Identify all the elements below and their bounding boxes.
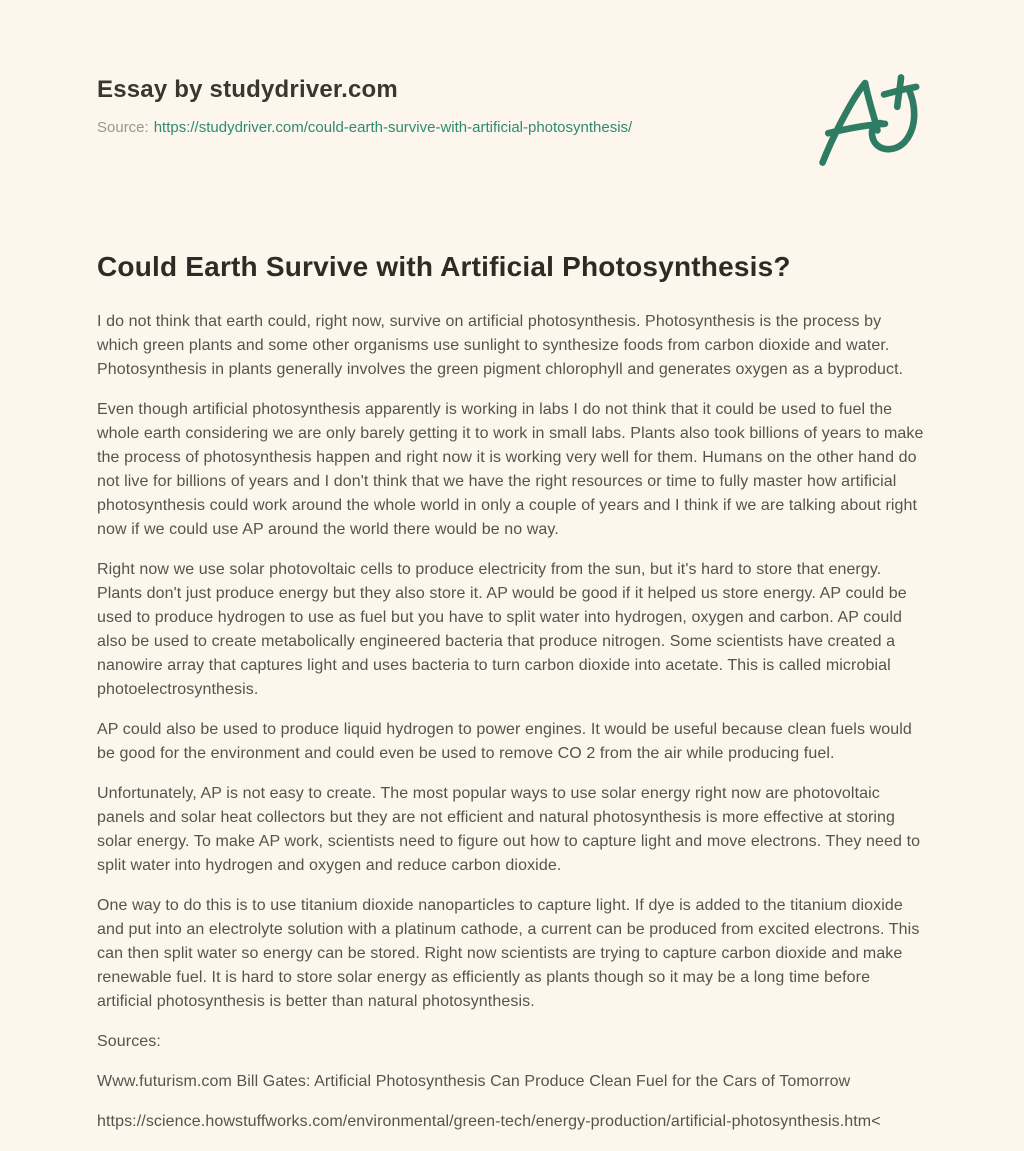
- essay-paragraph-4: AP could also be used to produce liquid hydrogen to power engines. It would be useful because clean fuels would be good for the environment and could even be used to remove CO 2 from the air while producing fuel.: [97, 721, 912, 762]
- essay-paragraph-6: One way to do this is to use titanium dioxide nanoparticles to capture light. If dye is added to the titanium dioxide and put into an electrolyte solution with a platinum cathode, a current can be produced from excited electrons. This can then split water so energy can be stored. Right now scientists are trying to capture carbon dioxide and make renewable fuel. It is hard to store solar energy as efficiently as plants though so it may be a long time before artificial photosynthesis is better than natural photosynthesis.: [97, 897, 920, 1010]
- essay-paragraph-1: I do not think that earth could, right now, survive on artificial photosynthesis. Photosynthesis is the process by which green plants and some other organisms use sunlight to synthesize foods from carbon dioxide and water. Photosynthesis in plants generally involves the green pigment chlorophyll and generates oxygen as a byproduct.: [97, 313, 904, 378]
- essay-paragraph-3: Right now we use solar photovoltaic cells to produce electricity from the sun, but it's hard to store that energy. Plants don't just produce energy but they also store it. AP would be good if it helped us store energy. AP could be used to produce hydrogen to use as fuel but you have to split water into hydrogen, oxygen and carbon. AP could also be used to create metabolically engineered bacteria that produce nitrogen. Some scientists have created a nanowire array that captures light and uses bacteria to turn carbon dioxide into acetate. This is called microbial photoelectrosynthesis.: [97, 561, 907, 698]
- page-header: [97, 76, 927, 168]
- a-plus-icon: [807, 68, 927, 172]
- essay-content: [97, 250, 927, 1134]
- source-line: [97, 119, 632, 137]
- studydriver-logo: [807, 68, 927, 172]
- source-label: Source:: [97, 119, 149, 136]
- essay-title: Could Earth Survive with Artificial Photosynthesis?: [97, 251, 791, 282]
- essay-paragraph-2: Even though artificial photosynthesis apparently is working in labs I do not think that it could be used to fuel the whole earth considering we are only barely getting it to work in small labs. Plants also took billions of years to make the process of photosynthesis happen and right now it is working very well for them. Humans on the other hand do not live for billions of years and I don't think that we have the right resources or time to fully master how artificial photosynthesis could work around the whole world in only a couple of years and I think if we are talking about right now if we could use AP around the world there would be no way.: [97, 401, 924, 538]
- essay-paragraph-5: Unfortunately, AP is not easy to create. The most popular ways to use solar energy right now are photovoltaic panels and solar heat collectors but they are not efficient and natural photosynthesis is more effective at storing solar energy. To make AP work, scientists need to figure out how to capture light and move electrons. They need to split water into hydrogen and oxygen and reduce carbon dioxide.: [97, 785, 921, 874]
- header-text-block: [97, 76, 632, 137]
- source-url-link[interactable]: https://studydriver.com/could-earth-survive-with-artificial-photosynthesis/: [153, 119, 633, 136]
- essay-by-heading: Essay by studydriver.com: [97, 76, 398, 103]
- sources-label: Sources:: [97, 1033, 161, 1050]
- source-reference-1: Www.futurism.com Bill Gates: Artificial Photosynthesis Can Produce Clean Fuel for the Cars of Tomorrow: [97, 1073, 851, 1090]
- source-reference-2: https://science.howstuffworks.com/environmental/green-tech/energy-production/artificial-photosynthesis.htm<: [97, 1113, 881, 1130]
